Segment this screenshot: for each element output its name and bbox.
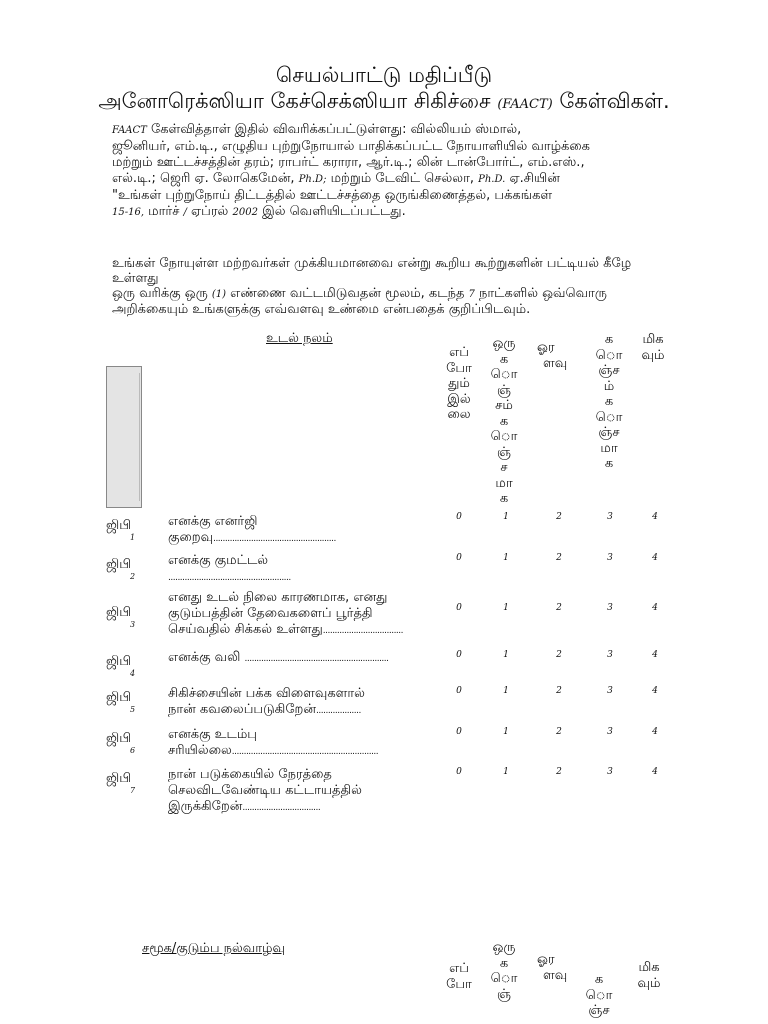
score-option[interactable]: 2 xyxy=(556,553,562,563)
row-code xyxy=(106,686,146,715)
score-option[interactable]: 0 xyxy=(456,727,462,737)
row-code-number: 4 xyxy=(130,669,136,678)
header-fragment: ஒரு xyxy=(492,336,516,351)
header-fragment: ொ xyxy=(490,367,518,382)
score-option[interactable]: 1 xyxy=(503,553,509,563)
row-statement xyxy=(168,590,468,639)
score-option[interactable]: 3 xyxy=(607,603,613,613)
col-header-somewhat-2 xyxy=(537,952,571,983)
header-fragment: சம் xyxy=(495,398,513,413)
header-fragment: ச xyxy=(500,460,508,475)
statement-line: குடும்பத்தின் தேவைகளைப் பூர்த்தி xyxy=(168,606,373,621)
row-code xyxy=(106,601,146,630)
score-option[interactable]: 1 xyxy=(503,603,509,613)
score-option[interactable]: 2 xyxy=(556,603,562,613)
score-option[interactable]: 0 xyxy=(456,553,462,563)
row-code-label: ஜிபி xyxy=(106,731,132,746)
section-heading-social-family-wellbeing: சமூக/குடும்ப நல்வாழ்வு xyxy=(142,941,285,956)
header-fragment: ஒரு xyxy=(492,940,516,955)
col-header-quite-a-bit xyxy=(593,332,625,472)
col-header-a-little-bit xyxy=(488,336,520,507)
header-fragment: எப் xyxy=(449,345,469,360)
score-option[interactable]: 3 xyxy=(607,553,613,563)
col-header-very-much xyxy=(636,332,670,363)
instruction-line: அறிக்கையும் உங்களுக்கு எவ்வளவு உண்மை என்பதைக் குறிப்பிடவும். xyxy=(112,302,531,317)
row-code xyxy=(106,767,146,796)
leader-dots: .................................. xyxy=(322,626,404,636)
header-fragment: க xyxy=(499,413,509,429)
section-heading-physical-wellbeing: உடல் நலம் xyxy=(266,331,333,346)
intro-degree: Ph.D. xyxy=(478,174,506,185)
title-line-2-suffix: கேள்விகள். xyxy=(552,89,670,113)
leader-dots: ................... xyxy=(316,706,361,716)
col-header-very-much-2 xyxy=(632,960,666,991)
statement-text: இருக்கிறேன் xyxy=(168,799,243,814)
header-fragment: மா xyxy=(600,440,618,456)
score-option[interactable]: 0 xyxy=(456,512,462,522)
score-option[interactable]: 0 xyxy=(456,603,462,613)
row-code-number: 5 xyxy=(130,705,136,714)
header-fragment: க xyxy=(499,955,509,971)
col-header-quite-a-bit-2 xyxy=(583,972,615,1019)
header-fragment: போ xyxy=(446,976,472,992)
score-option[interactable]: 4 xyxy=(652,603,658,613)
intro-degree: Ph.D; xyxy=(298,174,327,185)
side-box-inner xyxy=(109,373,140,501)
intro-line-text: மற்றும் டேவிட் செல்லா, xyxy=(326,171,479,186)
instruction-line xyxy=(112,286,682,302)
statement-text: செய்வதில் சிக்கல் உள்ளது xyxy=(168,622,323,637)
score-option[interactable]: 2 xyxy=(556,727,562,737)
title-line-2-prefix: அனோரெக்ஸியா கேச்செக்ஸியா சிகிச்சை xyxy=(98,89,498,113)
header-fragment: ஞ் xyxy=(497,986,511,1002)
statement-line xyxy=(168,702,468,719)
row-statement xyxy=(168,727,468,760)
statement-line xyxy=(168,799,468,816)
title-line-1: செயல்பாட்டு மதிப்பீடு xyxy=(275,63,493,87)
header-fragment: மிக xyxy=(638,960,660,975)
score-option[interactable]: 1 xyxy=(503,727,509,737)
intro-pages: 15-16, xyxy=(112,207,145,218)
intro-line xyxy=(112,204,672,221)
header-fragment: எப் xyxy=(449,961,469,976)
header-fragment: ஞ்ச xyxy=(598,425,620,440)
score-option[interactable]: 0 xyxy=(456,686,462,696)
header-fragment: ொ xyxy=(595,347,623,363)
row-code xyxy=(106,514,146,543)
score-option[interactable]: 2 xyxy=(556,686,562,696)
leader-dots: .............................................................. xyxy=(231,747,379,757)
score-option[interactable]: 1 xyxy=(503,650,509,660)
col-header-somewhat xyxy=(537,340,571,371)
row-code-label: ஜிபி xyxy=(106,557,132,572)
header-fragment: இல் xyxy=(447,391,471,407)
instruction-text: எண்ணை வட்டமிடுவதன் மூலம், கடந்த xyxy=(226,286,469,301)
statement-line xyxy=(168,743,468,760)
intro-line-text: ஏப்ரல் xyxy=(186,204,233,219)
col-header-a-little-bit-2 xyxy=(488,940,520,1002)
score-option[interactable]: 2 xyxy=(556,650,562,660)
score-option[interactable]: 4 xyxy=(652,553,658,563)
intro-abbr: FAACT xyxy=(112,125,147,136)
header-fragment: ளவு xyxy=(543,355,568,371)
intro-slash: / xyxy=(183,207,187,218)
row-code-number: 3 xyxy=(130,620,136,629)
header-fragment: தும் xyxy=(448,376,470,391)
score-option[interactable]: 4 xyxy=(652,767,658,777)
score-option[interactable]: 3 xyxy=(607,767,613,777)
title-line-2 xyxy=(0,88,768,118)
row-statement xyxy=(168,686,468,719)
header-fragment: ஞ் xyxy=(497,444,511,460)
header-fragment: ஞ்ச xyxy=(598,363,620,378)
intro-line-text: மார்ச் xyxy=(144,204,184,219)
header-fragment: ளவு xyxy=(543,967,568,983)
intro-line xyxy=(112,122,672,139)
score-option[interactable]: 3 xyxy=(607,512,613,522)
leader-dots: .................................................... xyxy=(168,573,291,583)
header-fragment: க xyxy=(604,332,614,347)
leader-dots: .................................................... xyxy=(213,534,336,544)
row-statement xyxy=(168,514,468,547)
instruction-line: உள்ளது xyxy=(112,271,159,286)
header-fragment: போ xyxy=(446,360,472,376)
intro-line-text: ஏ.சியின் xyxy=(505,171,560,186)
header-fragment: ொ xyxy=(490,971,518,986)
score-option[interactable]: 1 xyxy=(503,686,509,696)
side-shaded-box xyxy=(106,366,142,508)
row-code xyxy=(106,650,146,679)
header-fragment: க xyxy=(499,351,509,367)
row-code-label: ஜிபி xyxy=(106,771,132,786)
score-option[interactable]: 3 xyxy=(607,727,613,737)
score-option[interactable]: 4 xyxy=(652,727,658,737)
header-fragment: க xyxy=(594,972,604,987)
row-statement xyxy=(168,553,468,586)
header-fragment: ொ xyxy=(595,409,623,425)
row-code-label: ஜிபி xyxy=(106,690,132,705)
header-fragment: ம் xyxy=(603,378,615,394)
header-fragment: ஞ் xyxy=(497,382,511,398)
score-option[interactable]: 0 xyxy=(456,650,462,660)
statement-text: சரியில்லை xyxy=(168,743,232,758)
leader-dots: ................................. xyxy=(242,803,321,813)
statement-text: குறைவு xyxy=(168,530,214,545)
row-statement xyxy=(168,650,468,667)
row-code-number: 6 xyxy=(130,746,136,755)
col-header-not-at-all xyxy=(444,345,474,423)
score-option[interactable]: 3 xyxy=(607,650,613,660)
header-fragment: ஓர xyxy=(537,952,555,967)
instruction-text: நாட்களில் ஒவ்வொரு xyxy=(474,286,607,301)
score-option[interactable]: 4 xyxy=(652,686,658,696)
document-title xyxy=(0,62,768,118)
instruction-days: 7 xyxy=(468,289,475,300)
score-option[interactable]: 1 xyxy=(503,512,509,522)
row-code-number: 1 xyxy=(130,533,136,542)
header-fragment: ொ xyxy=(490,429,518,444)
statement-line xyxy=(168,569,468,586)
score-option[interactable]: 2 xyxy=(556,767,562,777)
score-option[interactable]: 4 xyxy=(652,512,658,522)
title-abbreviation: (FAACT) xyxy=(497,97,553,112)
score-option[interactable]: 0 xyxy=(456,767,462,777)
score-option[interactable]: 2 xyxy=(556,512,562,522)
row-code xyxy=(106,727,146,756)
statement-line: எனக்கு எனர்ஜி xyxy=(168,514,258,529)
header-fragment: வும் xyxy=(637,975,661,991)
statement-line xyxy=(168,650,468,667)
score-option[interactable]: 3 xyxy=(607,686,613,696)
intro-year: 2002 xyxy=(232,207,258,218)
header-fragment: வும் xyxy=(641,347,665,363)
row-code-label: ஜிபி xyxy=(106,518,132,533)
score-option[interactable]: 1 xyxy=(503,767,509,777)
header-fragment: ஓர xyxy=(537,340,555,355)
intro-line: "உங்கள் புற்றுநோய் திட்டத்தில் ஊட்டச்சத்தை ஒருங்கிணைத்தல், பக்கங்கள் xyxy=(112,188,553,203)
statement-line: நான் படுக்கையில் நேரத்தை xyxy=(168,767,332,782)
score-option[interactable]: 4 xyxy=(652,650,658,660)
instruction-number: (1) xyxy=(211,289,227,300)
intro-line: ஜூனியர், எம்.டி., எழுதிய புற்றுநோயால் பாதிக்கப்பட்ட நோயாளியில் வாழ்க்கை xyxy=(112,139,590,154)
header-fragment: லை xyxy=(447,407,471,422)
instructions xyxy=(112,256,682,317)
row-code-label: ஜிபி xyxy=(106,605,132,620)
statement-line: எனக்கு குமட்டல் xyxy=(168,553,269,568)
header-fragment: மா xyxy=(495,475,513,491)
intro-line xyxy=(112,171,672,188)
row-code-number: 7 xyxy=(130,786,136,795)
header-fragment: க xyxy=(604,456,614,471)
row-code-label: ஜிபி xyxy=(106,654,132,669)
header-fragment: ொ xyxy=(585,987,613,1003)
leader-dots: ............................................................. xyxy=(244,654,389,664)
intro-line-text: இல் வெளியிடப்பட்டது. xyxy=(257,204,406,219)
header-fragment: ஞ்ச xyxy=(588,1003,610,1018)
statement-line xyxy=(168,622,468,639)
header-fragment: க xyxy=(604,394,614,409)
row-code xyxy=(106,553,146,582)
statement-line xyxy=(168,530,468,547)
instruction-text: ஒரு வரிக்கு ஒரு xyxy=(112,286,212,301)
statement-line: எனது உடல் நிலை காரணமாக, எனது xyxy=(168,590,388,605)
intro-line: மற்றும் ஊட்டச்சத்தின் தரம்; ராபர்ட் கராரா, ஆர்.டி.; லின் டான்போர்ட், எம்.எஸ்., xyxy=(112,155,585,170)
header-fragment: க xyxy=(499,491,509,506)
intro-line-text: எல்.டி.; ஜெரி ஏ. லோகெமேன், xyxy=(112,171,299,186)
row-code-number: 2 xyxy=(130,572,136,581)
row-statement xyxy=(168,767,468,816)
statement-line: சிகிச்சையின் பக்க விளைவுகளால் xyxy=(168,686,365,701)
instruction-line: உங்கள் நோயுள்ள மற்றவர்கள் முக்கியமானவை என்று கூறிய கூற்றுகளின் பட்டியல் கீழே xyxy=(112,256,632,271)
statement-text: எனக்கு வலி xyxy=(168,650,241,665)
col-header-not-at-all-2 xyxy=(444,961,474,992)
statement-line: எனக்கு உடம்பு xyxy=(168,727,257,742)
intro-paragraph xyxy=(112,122,672,221)
statement-line: செலவிடவேண்டிய கட்டாயத்தில் xyxy=(168,783,362,798)
header-fragment: மிக xyxy=(642,332,664,347)
statement-text: நான் கவலைப்படுகிறேன் xyxy=(168,702,317,717)
intro-line-text: கேள்வித்தாள் இதில் விவரிக்கப்பட்டுள்ளது: வில்லியம் ஸ்மால், xyxy=(146,122,522,137)
